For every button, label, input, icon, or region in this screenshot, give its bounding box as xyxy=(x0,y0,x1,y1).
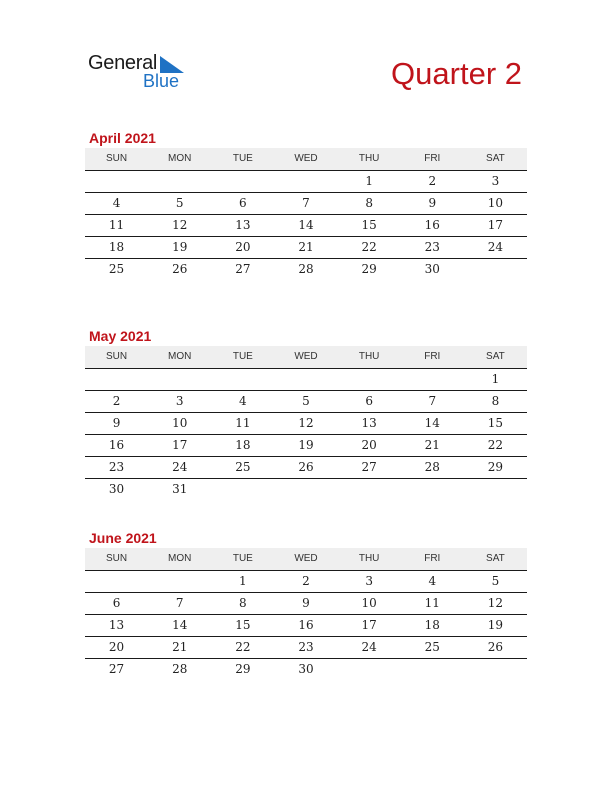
day-cell: 17 xyxy=(361,618,377,632)
day-cell: 24 xyxy=(172,460,188,474)
weekday-label: MON xyxy=(168,351,192,362)
day-cell: 26 xyxy=(298,460,314,474)
generalblue-logo xyxy=(88,52,198,94)
day-cell: 27 xyxy=(235,262,251,276)
day-cell: 7 xyxy=(428,394,437,408)
day-cell: 9 xyxy=(112,416,121,430)
day-cell: 21 xyxy=(172,640,188,654)
month-title: June 2021 xyxy=(89,530,157,546)
day-cell xyxy=(338,369,401,390)
weekday-label: SAT xyxy=(486,153,505,164)
week-row xyxy=(85,215,527,237)
day-cell: 28 xyxy=(424,460,440,474)
week-row xyxy=(85,571,527,593)
day-cell: 12 xyxy=(487,596,504,610)
day-cell: 23 xyxy=(424,240,440,254)
day-cell: 5 xyxy=(302,394,310,408)
day-cell: 14 xyxy=(424,416,440,430)
day-cell: 1 xyxy=(491,372,500,386)
weekday-label: MON xyxy=(168,153,192,164)
day-cell xyxy=(338,659,401,680)
day-cell: 20 xyxy=(235,240,251,254)
day-cell: 1 xyxy=(365,174,373,188)
day-cell: 6 xyxy=(365,394,373,408)
day-cell: 8 xyxy=(365,196,373,210)
weekday-label: SUN xyxy=(106,351,128,362)
week-row xyxy=(85,479,527,500)
day-cell: 13 xyxy=(235,218,251,232)
day-cell: 4 xyxy=(239,394,247,408)
day-cell: 2 xyxy=(428,174,437,188)
day-cell: 4 xyxy=(428,574,437,588)
day-cell: 24 xyxy=(487,240,504,254)
weekday-label: SUN xyxy=(106,553,128,564)
week-row xyxy=(85,615,527,637)
day-cell: 25 xyxy=(108,262,125,276)
month-calendar xyxy=(85,129,527,280)
day-cell: 15 xyxy=(235,618,251,632)
day-cell xyxy=(85,369,148,390)
week-row xyxy=(85,369,527,391)
day-cell: 19 xyxy=(487,618,504,632)
day-cell: 14 xyxy=(298,218,314,232)
day-cell: 24 xyxy=(361,640,377,654)
day-cell: 6 xyxy=(112,596,121,610)
weekday-label: SUN xyxy=(106,153,128,164)
day-cell: 16 xyxy=(108,438,125,452)
day-cell: 15 xyxy=(487,416,504,430)
day-cell xyxy=(274,369,337,390)
week-row xyxy=(85,435,527,457)
day-cell: 15 xyxy=(361,218,377,232)
weekday-label: SAT xyxy=(486,553,505,564)
day-cell: 1 xyxy=(239,574,247,588)
day-cell: 19 xyxy=(172,240,188,254)
day-cell: 22 xyxy=(235,640,251,654)
day-cell: 19 xyxy=(298,438,314,452)
day-cell: 22 xyxy=(487,438,504,452)
day-cell: 5 xyxy=(175,196,184,210)
day-cell: 12 xyxy=(298,416,314,430)
month-title: April 2021 xyxy=(89,130,156,146)
week-row xyxy=(85,237,527,259)
day-cell: 29 xyxy=(361,262,377,276)
day-cell xyxy=(338,479,401,500)
day-cell: 30 xyxy=(298,662,314,676)
day-cell: 27 xyxy=(361,460,377,474)
day-cell xyxy=(401,479,464,500)
day-cell xyxy=(464,259,527,280)
day-cell: 17 xyxy=(172,438,188,452)
day-cell xyxy=(401,369,464,390)
day-cell: 25 xyxy=(235,460,251,474)
weekday-label: FRI xyxy=(424,153,441,164)
day-cell: 9 xyxy=(428,196,437,210)
day-cell: 13 xyxy=(361,416,377,430)
day-cell xyxy=(401,659,464,680)
day-cell xyxy=(274,171,337,192)
weekday-label: TUE xyxy=(232,553,253,564)
week-row xyxy=(85,171,527,193)
weekday-label: WED xyxy=(294,153,318,164)
day-cell: 3 xyxy=(491,174,500,188)
logo-word-general: General xyxy=(88,52,158,74)
day-cell: 18 xyxy=(235,438,251,452)
weekday-label: FRI xyxy=(424,351,441,362)
day-cell: 21 xyxy=(424,438,440,452)
day-cell: 26 xyxy=(487,640,504,654)
day-cell: 30 xyxy=(424,262,440,276)
weekday-label: FRI xyxy=(424,553,441,564)
logo-word-blue: Blue xyxy=(143,71,180,91)
month-title: May 2021 xyxy=(89,328,152,344)
day-cell: 9 xyxy=(302,596,310,610)
day-cell xyxy=(148,369,211,390)
weekday-label: THU xyxy=(358,553,380,564)
day-cell: 4 xyxy=(112,196,121,210)
week-row xyxy=(85,413,527,435)
day-cell: 16 xyxy=(424,218,440,232)
weekday-label: SAT xyxy=(486,351,505,362)
day-cell: 2 xyxy=(112,394,121,408)
day-cell: 11 xyxy=(235,416,251,430)
day-cell: 10 xyxy=(361,596,377,610)
day-cell xyxy=(464,659,527,680)
week-row xyxy=(85,457,527,479)
day-cell xyxy=(211,479,274,500)
day-cell: 28 xyxy=(298,262,314,276)
weekday-header-row xyxy=(85,548,527,571)
day-cell: 28 xyxy=(172,662,188,676)
month-calendar xyxy=(85,327,527,500)
day-cell xyxy=(464,479,527,500)
month-calendar xyxy=(85,529,527,680)
day-cell: 12 xyxy=(172,218,188,232)
day-cell: 23 xyxy=(108,460,125,474)
day-cell: 16 xyxy=(298,618,314,632)
week-row xyxy=(85,259,527,280)
day-cell: 27 xyxy=(108,662,125,676)
day-cell: 10 xyxy=(487,196,504,210)
week-row xyxy=(85,593,527,615)
week-row xyxy=(85,193,527,215)
day-cell xyxy=(211,171,274,192)
day-cell: 21 xyxy=(298,240,314,254)
day-cell: 11 xyxy=(424,596,440,610)
day-cell: 23 xyxy=(298,640,314,654)
week-row xyxy=(85,391,527,413)
day-cell: 5 xyxy=(491,574,500,588)
day-cell: 10 xyxy=(172,416,188,430)
day-cell: 7 xyxy=(175,596,184,610)
day-cell: 7 xyxy=(302,196,310,210)
day-cell: 17 xyxy=(487,218,504,232)
weekday-header-row xyxy=(85,148,527,171)
weekday-header-row xyxy=(85,346,527,369)
day-cell: 6 xyxy=(239,196,247,210)
day-cell: 20 xyxy=(361,438,377,452)
weekday-label: WED xyxy=(294,553,318,564)
day-cell: 26 xyxy=(172,262,188,276)
weekday-label: THU xyxy=(358,351,380,362)
day-cell: 8 xyxy=(239,596,247,610)
week-row xyxy=(85,659,527,680)
day-cell: 8 xyxy=(491,394,500,408)
weekday-label: TUE xyxy=(232,351,253,362)
day-cell: 2 xyxy=(302,574,310,588)
weekday-label: WED xyxy=(294,351,318,362)
day-cell: 25 xyxy=(424,640,440,654)
day-cell: 3 xyxy=(175,394,184,408)
day-cell: 18 xyxy=(424,618,440,632)
day-cell: 22 xyxy=(361,240,377,254)
day-cell: 30 xyxy=(108,482,125,496)
day-cell: 20 xyxy=(108,640,125,654)
day-cell: 31 xyxy=(172,482,188,496)
day-cell: 11 xyxy=(108,218,125,232)
day-cell: 3 xyxy=(365,574,373,588)
weekday-label: MON xyxy=(168,553,192,564)
day-cell: 29 xyxy=(235,662,251,676)
week-row xyxy=(85,637,527,659)
day-cell: 18 xyxy=(108,240,125,254)
day-cell xyxy=(148,571,211,592)
weekday-label: THU xyxy=(358,153,380,164)
weekday-label: TUE xyxy=(232,153,253,164)
day-cell xyxy=(274,479,337,500)
day-cell xyxy=(85,171,148,192)
day-cell: 14 xyxy=(172,618,188,632)
day-cell: 29 xyxy=(487,460,504,474)
day-cell: 13 xyxy=(108,618,125,632)
day-cell xyxy=(85,571,148,592)
day-cell xyxy=(211,369,274,390)
day-cell xyxy=(148,171,211,192)
quarter-title: Quarter 2 xyxy=(391,56,522,91)
